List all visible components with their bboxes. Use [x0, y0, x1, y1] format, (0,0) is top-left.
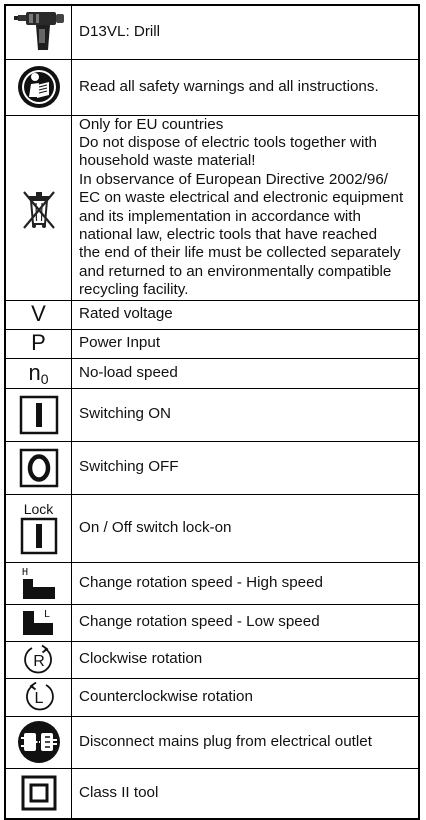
row-text-line: national law, electric tools that have reached [79, 225, 378, 243]
table-row [5, 494, 419, 562]
row-text: Counterclockwise rotation [79, 687, 253, 705]
description-cell [72, 604, 420, 641]
counterclockwise-icon [23, 681, 55, 713]
description-cell [72, 768, 420, 819]
voltage-symbol: V [31, 301, 46, 327]
lock-label: Lock [23, 500, 54, 517]
symbol-cell [5, 329, 72, 358]
table-row [5, 329, 419, 358]
no-load-speed-symbol: $n_0$ [28, 359, 49, 387]
description-cell [72, 300, 420, 329]
table-row [5, 358, 419, 388]
row-text-line: Do not dispose of electric tools together with [79, 133, 378, 151]
row-text: Switching OFF [79, 458, 179, 476]
description-cell [72, 329, 420, 358]
class-ii-icon [21, 775, 57, 811]
description-cell [72, 5, 420, 59]
symbol-cell [5, 562, 72, 604]
drill-icon [12, 10, 66, 54]
row-text: Rated voltage [79, 305, 173, 323]
row-text: On / Off switch lock-on [79, 518, 232, 536]
svg-text:H: H [21, 567, 28, 579]
symbol-cell [5, 59, 72, 115]
symbols-table [4, 4, 420, 820]
description-cell [72, 441, 420, 494]
row-text-line: the end of their life must be collected separately [79, 244, 401, 262]
row-text-line: recycling facility. [79, 281, 189, 299]
table-row [5, 115, 419, 300]
switch-off-icon [19, 448, 59, 488]
description-cell [72, 115, 420, 300]
svg-text:L: L [34, 690, 43, 708]
symbol-cell [5, 5, 72, 59]
symbol-cell [5, 641, 72, 678]
row-text: Class II tool [79, 784, 159, 802]
symbol-cell [5, 115, 72, 300]
table-row [5, 5, 419, 59]
symbol-cell [5, 358, 72, 388]
table-row [5, 768, 419, 819]
symbol-cell [5, 604, 72, 641]
row-text: Switching ON [79, 405, 172, 423]
symbol-cell [5, 300, 72, 329]
table-row [5, 388, 419, 441]
lock-on-icon [6, 502, 71, 555]
description-cell [72, 494, 420, 562]
description-cell [72, 388, 420, 441]
symbol-cell [5, 678, 72, 716]
row-text-line: and returned to an environmentally compatible [79, 262, 392, 280]
row-text: Power Input [79, 334, 161, 352]
row-text-line: household waste material! [79, 152, 256, 170]
read-manual-icon [17, 65, 61, 109]
clockwise-icon [23, 644, 55, 676]
low-speed-icon [17, 607, 61, 639]
power-symbol: P [31, 330, 46, 356]
high-speed-icon [17, 565, 61, 601]
crossed-bin-icon [21, 186, 57, 230]
symbol-cell [5, 716, 72, 768]
row-text-line: and its implementation in accordance with [79, 207, 361, 225]
table-row [5, 678, 419, 716]
table-row [5, 441, 419, 494]
description-cell [72, 358, 420, 388]
row-text: Clockwise rotation [79, 650, 203, 668]
svg-text:L: L [43, 608, 50, 620]
row-text: Change rotation speed - Low speed [79, 613, 320, 631]
table-row [5, 604, 419, 641]
row-text: Read all safety warnings and all instructions. [79, 77, 379, 95]
symbol-cell [5, 494, 72, 562]
row-text: No-load speed [79, 363, 178, 381]
description-cell [72, 678, 420, 716]
description-cell [72, 716, 420, 768]
table-row [5, 300, 419, 329]
row-text: D13VL: Drill [79, 23, 161, 41]
symbol-cell [5, 768, 72, 819]
row-text-line: In observance of European Directive 2002/96/ [79, 170, 389, 188]
svg-text:R: R [32, 652, 45, 670]
switch-on-icon [19, 395, 59, 435]
description-cell [72, 562, 420, 604]
table-row [5, 641, 419, 678]
row-text: Change rotation speed - High speed [79, 573, 324, 591]
symbol-cell [5, 388, 72, 441]
table-row [5, 59, 419, 115]
symbol-cell [5, 441, 72, 494]
description-cell [72, 641, 420, 678]
row-text-line: Only for EU countries [79, 115, 224, 133]
row-text: Disconnect mains plug from electrical outlet [79, 732, 372, 750]
table-row [5, 562, 419, 604]
description-cell [72, 59, 420, 115]
unplug-icon [17, 720, 61, 764]
table-row [5, 716, 419, 768]
row-text-line: EC on waste electrical and electronic equipment [79, 189, 404, 207]
